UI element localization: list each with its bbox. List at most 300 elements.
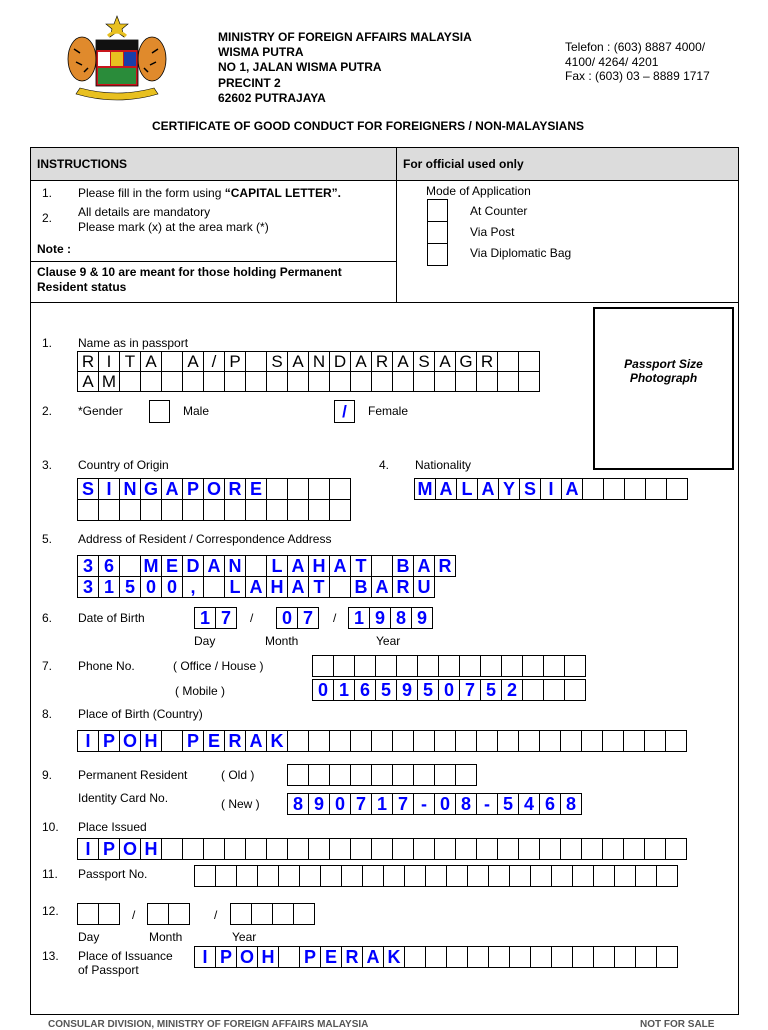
char-box[interactable]: P — [215, 946, 237, 968]
country-row-2[interactable] — [77, 499, 351, 521]
char-box[interactable] — [614, 865, 636, 887]
char-box[interactable]: K — [383, 946, 405, 968]
char-box[interactable]: 5 — [119, 576, 141, 598]
country-row-1[interactable] — [77, 478, 351, 500]
char-box[interactable] — [543, 679, 565, 701]
char-box[interactable] — [350, 838, 372, 860]
char-box[interactable] — [413, 764, 435, 786]
char-box[interactable]: A — [287, 555, 309, 577]
char-box[interactable] — [501, 655, 523, 677]
pr-old-row[interactable] — [287, 764, 477, 786]
char-box[interactable] — [396, 655, 418, 677]
char-box[interactable]: / — [203, 351, 225, 372]
char-box[interactable] — [455, 730, 477, 752]
char-box[interactable] — [266, 371, 288, 392]
char-box[interactable]: 3 — [77, 576, 99, 598]
issuance-row[interactable] — [194, 946, 678, 968]
char-box[interactable]: 9 — [411, 607, 433, 629]
char-box[interactable]: 6 — [539, 793, 561, 815]
char-box[interactable]: 0 — [434, 793, 456, 815]
char-box[interactable] — [203, 838, 225, 860]
char-box[interactable]: R — [434, 555, 456, 577]
char-box[interactable] — [371, 555, 393, 577]
char-box[interactable] — [476, 730, 498, 752]
char-box[interactable]: Y — [498, 478, 520, 500]
char-box[interactable]: S — [77, 478, 99, 500]
char-box[interactable]: 1 — [333, 679, 355, 701]
char-box[interactable]: P — [182, 730, 204, 752]
char-box[interactable] — [497, 371, 519, 392]
char-box[interactable] — [413, 838, 435, 860]
char-box[interactable]: P — [299, 946, 321, 968]
char-box[interactable] — [392, 838, 414, 860]
date12-month[interactable] — [147, 903, 190, 925]
char-box[interactable] — [656, 946, 678, 968]
char-box[interactable] — [77, 903, 99, 925]
char-box[interactable]: N — [308, 351, 330, 372]
char-box[interactable]: 4 — [518, 793, 540, 815]
char-box[interactable]: U — [413, 576, 435, 598]
char-box[interactable] — [644, 730, 666, 752]
char-box[interactable] — [98, 499, 120, 521]
char-box[interactable] — [392, 764, 414, 786]
at-counter-checkbox[interactable] — [427, 199, 448, 222]
char-box[interactable] — [293, 903, 315, 925]
char-box[interactable]: A — [371, 576, 393, 598]
char-box[interactable]: R — [224, 478, 246, 500]
char-box[interactable] — [476, 371, 498, 392]
char-box[interactable]: I — [77, 730, 99, 752]
char-box[interactable] — [168, 903, 190, 925]
char-box[interactable] — [530, 946, 552, 968]
char-box[interactable] — [413, 371, 435, 392]
char-box[interactable]: P — [98, 730, 120, 752]
mobile-phone-row[interactable] — [312, 679, 586, 701]
char-box[interactable] — [455, 764, 477, 786]
char-box[interactable] — [543, 655, 565, 677]
char-box[interactable]: 7 — [215, 607, 237, 629]
char-box[interactable] — [656, 865, 678, 887]
via-diplomatic-bag-checkbox[interactable] — [427, 243, 448, 266]
char-box[interactable]: R — [341, 946, 363, 968]
char-box[interactable]: R — [371, 351, 393, 372]
char-box[interactable] — [329, 576, 351, 598]
char-box[interactable]: A — [182, 351, 204, 372]
char-box[interactable] — [392, 730, 414, 752]
char-box[interactable]: L — [224, 576, 246, 598]
char-box[interactable] — [287, 371, 309, 392]
char-box[interactable] — [287, 730, 309, 752]
char-box[interactable]: A — [435, 478, 457, 500]
char-box[interactable] — [480, 655, 502, 677]
char-box[interactable] — [624, 478, 646, 500]
char-box[interactable] — [635, 865, 657, 887]
char-box[interactable] — [203, 371, 225, 392]
char-box[interactable] — [413, 730, 435, 752]
address-row-2[interactable] — [77, 576, 435, 598]
char-box[interactable]: I — [98, 478, 120, 500]
char-box[interactable] — [522, 679, 544, 701]
char-box[interactable]: 7 — [350, 793, 372, 815]
char-box[interactable]: M — [414, 478, 436, 500]
char-box[interactable]: M — [98, 371, 120, 392]
char-box[interactable] — [581, 730, 603, 752]
char-box[interactable]: R — [77, 351, 99, 372]
char-box[interactable] — [182, 371, 204, 392]
char-box[interactable] — [371, 371, 393, 392]
char-box[interactable] — [320, 865, 342, 887]
char-box[interactable]: - — [413, 793, 435, 815]
char-box[interactable] — [299, 865, 321, 887]
char-box[interactable]: 0 — [161, 576, 183, 598]
dob-month[interactable] — [276, 607, 319, 629]
char-box[interactable]: 0 — [312, 679, 334, 701]
char-box[interactable]: 0 — [438, 679, 460, 701]
char-box[interactable] — [182, 838, 204, 860]
char-box[interactable]: , — [182, 576, 204, 598]
char-box[interactable]: 9 — [308, 793, 330, 815]
nationality-row[interactable] — [414, 478, 688, 500]
char-box[interactable]: N — [224, 555, 246, 577]
char-box[interactable]: 1 — [98, 576, 120, 598]
char-box[interactable]: P — [224, 351, 246, 372]
char-box[interactable] — [287, 838, 309, 860]
char-box[interactable] — [224, 371, 246, 392]
char-box[interactable] — [522, 655, 544, 677]
char-box[interactable] — [278, 865, 300, 887]
char-box[interactable] — [350, 371, 372, 392]
char-box[interactable] — [308, 371, 330, 392]
char-box[interactable] — [245, 838, 267, 860]
char-box[interactable] — [488, 865, 510, 887]
char-box[interactable] — [551, 865, 573, 887]
char-box[interactable] — [161, 730, 183, 752]
char-box[interactable] — [230, 903, 252, 925]
char-box[interactable] — [530, 865, 552, 887]
char-box[interactable]: T — [119, 351, 141, 372]
char-box[interactable] — [476, 838, 498, 860]
char-box[interactable] — [425, 865, 447, 887]
char-box[interactable] — [438, 655, 460, 677]
char-box[interactable] — [375, 655, 397, 677]
name-row-2[interactable] — [77, 371, 540, 392]
char-box[interactable] — [329, 499, 351, 521]
char-box[interactable] — [581, 838, 603, 860]
char-box[interactable] — [582, 478, 604, 500]
char-box[interactable]: A — [245, 730, 267, 752]
char-box[interactable]: 9 — [369, 607, 391, 629]
char-box[interactable]: B — [350, 576, 372, 598]
char-box[interactable] — [119, 371, 141, 392]
char-box[interactable]: A — [77, 371, 99, 392]
char-box[interactable]: K — [266, 730, 288, 752]
char-box[interactable] — [329, 371, 351, 392]
char-box[interactable] — [518, 351, 540, 372]
char-box[interactable] — [371, 838, 393, 860]
char-box[interactable] — [119, 555, 141, 577]
char-box[interactable]: A — [287, 576, 309, 598]
char-box[interactable]: A — [245, 576, 267, 598]
char-box[interactable] — [593, 946, 615, 968]
char-box[interactable]: 7 — [459, 679, 481, 701]
char-box[interactable]: T — [308, 576, 330, 598]
char-box[interactable] — [278, 946, 300, 968]
char-box[interactable]: L — [266, 555, 288, 577]
char-box[interactable]: 6 — [98, 555, 120, 577]
char-box[interactable]: A — [161, 478, 183, 500]
char-box[interactable] — [266, 838, 288, 860]
char-box[interactable]: 1 — [371, 793, 393, 815]
char-box[interactable]: 2 — [501, 679, 523, 701]
char-box[interactable]: 7 — [297, 607, 319, 629]
char-box[interactable]: H — [257, 946, 279, 968]
char-box[interactable]: 8 — [560, 793, 582, 815]
char-box[interactable] — [623, 838, 645, 860]
char-box[interactable]: S — [519, 478, 541, 500]
char-box[interactable] — [215, 865, 237, 887]
char-box[interactable] — [564, 655, 586, 677]
char-box[interactable]: E — [320, 946, 342, 968]
char-box[interactable] — [329, 730, 351, 752]
char-box[interactable] — [623, 730, 645, 752]
char-box[interactable]: M — [140, 555, 162, 577]
char-box[interactable] — [203, 499, 225, 521]
char-box[interactable] — [645, 478, 667, 500]
char-box[interactable] — [665, 838, 687, 860]
char-box[interactable] — [593, 865, 615, 887]
char-box[interactable] — [572, 946, 594, 968]
char-box[interactable] — [509, 946, 531, 968]
char-box[interactable]: P — [98, 838, 120, 860]
char-box[interactable]: D — [329, 351, 351, 372]
char-box[interactable]: O — [119, 730, 141, 752]
char-box[interactable]: A — [477, 478, 499, 500]
char-box[interactable] — [182, 499, 204, 521]
char-box[interactable] — [539, 730, 561, 752]
char-box[interactable] — [455, 838, 477, 860]
char-box[interactable]: N — [119, 478, 141, 500]
char-box[interactable] — [459, 655, 481, 677]
char-box[interactable] — [329, 838, 351, 860]
char-box[interactable]: H — [140, 730, 162, 752]
char-box[interactable]: A — [561, 478, 583, 500]
char-box[interactable] — [287, 499, 309, 521]
char-box[interactable]: P — [182, 478, 204, 500]
address-row-1[interactable] — [77, 555, 456, 577]
char-box[interactable] — [434, 838, 456, 860]
char-box[interactable] — [245, 351, 267, 372]
char-box[interactable]: L — [456, 478, 478, 500]
char-box[interactable] — [350, 730, 372, 752]
char-box[interactable] — [602, 838, 624, 860]
char-box[interactable]: O — [236, 946, 258, 968]
char-box[interactable]: O — [203, 478, 225, 500]
char-box[interactable] — [245, 555, 267, 577]
date12-day[interactable] — [77, 903, 120, 925]
char-box[interactable] — [467, 946, 489, 968]
char-box[interactable]: 7 — [392, 793, 414, 815]
char-box[interactable]: I — [540, 478, 562, 500]
char-box[interactable] — [497, 351, 519, 372]
char-box[interactable] — [404, 865, 426, 887]
char-box[interactable] — [539, 838, 561, 860]
char-box[interactable]: R — [392, 576, 414, 598]
char-box[interactable]: - — [476, 793, 498, 815]
char-box[interactable] — [140, 499, 162, 521]
char-box[interactable]: 5 — [375, 679, 397, 701]
char-box[interactable] — [161, 351, 183, 372]
char-box[interactable] — [119, 499, 141, 521]
char-box[interactable]: 0 — [140, 576, 162, 598]
name-row-1[interactable] — [77, 351, 540, 372]
char-box[interactable]: 1 — [348, 607, 370, 629]
char-box[interactable] — [434, 371, 456, 392]
char-box[interactable] — [551, 946, 573, 968]
char-box[interactable] — [161, 838, 183, 860]
char-box[interactable] — [245, 499, 267, 521]
char-box[interactable] — [98, 903, 120, 925]
char-box[interactable] — [257, 865, 279, 887]
char-box[interactable]: A — [203, 555, 225, 577]
char-box[interactable] — [308, 730, 330, 752]
char-box[interactable] — [564, 679, 586, 701]
pr-new-row[interactable] — [287, 793, 582, 815]
char-box[interactable] — [341, 865, 363, 887]
char-box[interactable] — [266, 499, 288, 521]
char-box[interactable] — [518, 371, 540, 392]
char-box[interactable]: B — [392, 555, 414, 577]
char-box[interactable] — [497, 838, 519, 860]
char-box[interactable]: 1 — [194, 607, 216, 629]
char-box[interactable] — [572, 865, 594, 887]
char-box[interactable] — [518, 730, 540, 752]
char-box[interactable]: I — [77, 838, 99, 860]
char-box[interactable]: I — [194, 946, 216, 968]
char-box[interactable] — [560, 730, 582, 752]
char-box[interactable] — [666, 478, 688, 500]
char-box[interactable] — [161, 499, 183, 521]
char-box[interactable] — [362, 865, 384, 887]
char-box[interactable]: E — [203, 730, 225, 752]
char-box[interactable] — [308, 764, 330, 786]
char-box[interactable]: 6 — [354, 679, 376, 701]
char-box[interactable]: A — [329, 555, 351, 577]
char-box[interactable] — [371, 730, 393, 752]
char-box[interactable]: E — [245, 478, 267, 500]
char-box[interactable] — [308, 838, 330, 860]
date12-year[interactable] — [230, 903, 315, 925]
char-box[interactable]: 3 — [77, 555, 99, 577]
char-box[interactable]: D — [182, 555, 204, 577]
char-box[interactable]: 5 — [417, 679, 439, 701]
char-box[interactable] — [497, 730, 519, 752]
char-box[interactable]: H — [140, 838, 162, 860]
char-box[interactable] — [455, 371, 477, 392]
char-box[interactable] — [635, 946, 657, 968]
passport-row[interactable] — [194, 865, 678, 887]
char-box[interactable] — [446, 865, 468, 887]
char-box[interactable]: G — [455, 351, 477, 372]
male-checkbox[interactable] — [149, 400, 170, 423]
char-box[interactable]: A — [140, 351, 162, 372]
char-box[interactable] — [425, 946, 447, 968]
char-box[interactable]: S — [266, 351, 288, 372]
char-box[interactable] — [603, 478, 625, 500]
char-box[interactable] — [147, 903, 169, 925]
dob-year[interactable] — [348, 607, 433, 629]
char-box[interactable]: G — [140, 478, 162, 500]
via-post-checkbox[interactable] — [427, 221, 448, 244]
char-box[interactable]: I — [98, 351, 120, 372]
char-box[interactable] — [488, 946, 510, 968]
char-box[interactable]: R — [224, 730, 246, 752]
char-box[interactable] — [312, 655, 334, 677]
char-box[interactable] — [392, 371, 414, 392]
char-box[interactable] — [446, 946, 468, 968]
char-box[interactable] — [404, 946, 426, 968]
char-box[interactable] — [333, 655, 355, 677]
female-checkbox[interactable] — [334, 400, 355, 423]
char-box[interactable] — [287, 764, 309, 786]
char-box[interactable]: A — [392, 351, 414, 372]
char-box[interactable]: T — [350, 555, 372, 577]
char-box[interactable] — [467, 865, 489, 887]
char-box[interactable]: 0 — [276, 607, 298, 629]
char-box[interactable] — [383, 865, 405, 887]
char-box[interactable]: 8 — [390, 607, 412, 629]
char-box[interactable] — [329, 478, 351, 500]
char-box[interactable] — [272, 903, 294, 925]
char-box[interactable] — [203, 576, 225, 598]
char-box[interactable] — [350, 764, 372, 786]
char-box[interactable] — [665, 730, 687, 752]
char-box[interactable] — [614, 946, 636, 968]
passport-photo-box[interactable] — [593, 307, 734, 470]
char-box[interactable] — [644, 838, 666, 860]
char-box[interactable] — [224, 838, 246, 860]
char-box[interactable] — [236, 865, 258, 887]
char-box[interactable] — [245, 371, 267, 392]
char-box[interactable] — [434, 730, 456, 752]
char-box[interactable]: A — [434, 351, 456, 372]
char-box[interactable] — [194, 865, 216, 887]
char-box[interactable]: 5 — [497, 793, 519, 815]
pob-row[interactable] — [77, 730, 687, 752]
char-box[interactable]: 8 — [287, 793, 309, 815]
char-box[interactable]: 5 — [480, 679, 502, 701]
char-box[interactable] — [224, 499, 246, 521]
char-box[interactable] — [77, 499, 99, 521]
char-box[interactable] — [602, 730, 624, 752]
dob-day[interactable] — [194, 607, 237, 629]
char-box[interactable] — [287, 478, 309, 500]
char-box[interactable]: A — [362, 946, 384, 968]
char-box[interactable]: H — [308, 555, 330, 577]
char-box[interactable] — [371, 764, 393, 786]
char-box[interactable]: 8 — [455, 793, 477, 815]
char-box[interactable]: O — [119, 838, 141, 860]
char-box[interactable]: 0 — [329, 793, 351, 815]
char-box[interactable] — [354, 655, 376, 677]
char-box[interactable] — [417, 655, 439, 677]
char-box[interactable]: A — [413, 555, 435, 577]
char-box[interactable] — [251, 903, 273, 925]
char-box[interactable] — [509, 865, 531, 887]
char-box[interactable] — [518, 838, 540, 860]
char-box[interactable]: H — [266, 576, 288, 598]
char-box[interactable] — [140, 371, 162, 392]
char-box[interactable]: E — [161, 555, 183, 577]
